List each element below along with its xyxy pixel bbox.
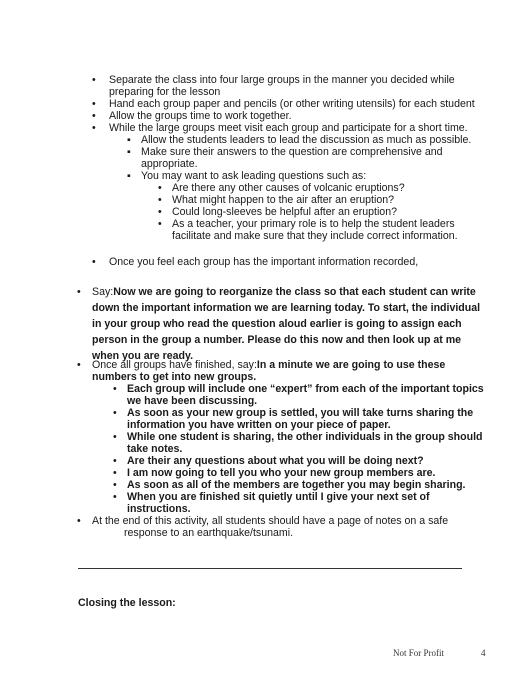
sub-step-item: Make sure their answers to the question are comprehensive and [141, 146, 443, 158]
leading-question-bullet: • [158, 206, 162, 218]
step-item-bullet: • [92, 98, 96, 110]
script-item: As soon as all of the members are together you may begin sharing. [127, 479, 466, 491]
end-note-bullet: • [77, 515, 81, 527]
step-item: While the large groups meet visit each group and participate for a short time. [109, 122, 468, 134]
sub-step-item: appropriate. [141, 158, 198, 170]
end-note: At the end of this activity, all students should have a page of notes on a safe [92, 515, 449, 527]
leading-question: facilitate and make sure that they include correct information. [172, 230, 458, 242]
script-item-bullet: • [113, 479, 117, 491]
script-item: I am now going to tell you who your new group members are. [127, 467, 436, 479]
teacher-script-line: in your group who read the question aloud earlier is going to assign each [92, 318, 462, 330]
script-item-bullet: • [113, 383, 117, 395]
closing-heading: Closing the lesson: [78, 597, 176, 609]
script-item: As soon as your new group is settled, you will take turns sharing the [127, 407, 474, 419]
teacher-script-line: when you are ready. [92, 350, 194, 362]
teacher-script-line: In a minute we are going to use these [256, 359, 446, 371]
step-item: Allow the groups time to work together. [109, 110, 292, 122]
step-item-bullet: • [92, 110, 96, 122]
script-item-bullet: • [113, 455, 117, 467]
script-item: instructions. [127, 503, 191, 515]
section-divider [78, 568, 462, 569]
leading-question: Are there any other causes of volcanic eruptions? [172, 182, 405, 194]
script-item-bullet: • [113, 467, 117, 479]
script-item: we have been discussing. [127, 395, 258, 407]
footer-label: Not For Profit [393, 648, 445, 658]
sub-step-item: Allow the students leaders to lead the discussion as much as possible. [141, 134, 472, 146]
leading-question-bullet: • [158, 218, 162, 230]
footer-page-number: 4 [481, 648, 486, 658]
sub-step-item: You may want to ask leading questions such as: [141, 170, 367, 182]
leading-question-bullet: • [158, 182, 162, 194]
sub-step-item-bullet: ▪ [127, 146, 131, 158]
leading-question-bullet: • [158, 194, 162, 206]
step-item-bullet: • [92, 256, 96, 268]
teacher-script-line: numbers to get into new groups. [92, 371, 257, 383]
say-bullet: • [77, 359, 81, 371]
script-item-bullet: • [113, 431, 117, 443]
step-item: preparing for the lesson [109, 86, 221, 98]
script-item: While one student is sharing, the other individuals in the group should [127, 431, 483, 443]
end-note: response to an earthquake/tsunami. [124, 527, 294, 539]
sub-step-item-bullet: ▪ [127, 170, 131, 182]
script-item: Each group will include one “expert” from each of the important topics [127, 383, 484, 395]
step-item: Hand each group paper and pencils (or other writing utensils) for each student [109, 98, 475, 110]
teacher-script-line: down the important information we are learning today. To start, the individual [92, 302, 481, 314]
teacher-script-line: Now we are going to reorganize the class so that each student can write [113, 286, 476, 298]
script-item-bullet: • [113, 491, 117, 503]
script-item: information you have written on your piece of paper. [127, 419, 391, 431]
say-prefix: Once all groups have finished, say: [92, 359, 257, 371]
sub-step-item-bullet: ▪ [127, 134, 131, 146]
script-item: take notes. [127, 443, 183, 455]
leading-question: Could long-sleeves be helpful after an eruption? [172, 206, 397, 218]
leading-question: As a teacher, your primary role is to help the student leaders [172, 218, 455, 230]
step-item-bullet: • [92, 74, 96, 86]
script-item: When you are finished sit quietly until I give your next set of [127, 491, 430, 503]
script-item-bullet: • [113, 407, 117, 419]
say-bullet: • [77, 286, 81, 298]
step-item: Once you feel each group has the important information recorded, [109, 256, 419, 268]
say-prefix: Say: [92, 286, 114, 298]
script-item: Are their any questions about what you will be doing next? [127, 455, 424, 467]
step-item-bullet: • [92, 122, 96, 134]
leading-question: What might happen to the air after an eruption? [172, 194, 395, 206]
step-item: Separate the class into four large groups in the manner you decided while [109, 74, 455, 86]
teacher-script-line: person in the group a number. Please do this now and then look up at me [92, 334, 462, 346]
